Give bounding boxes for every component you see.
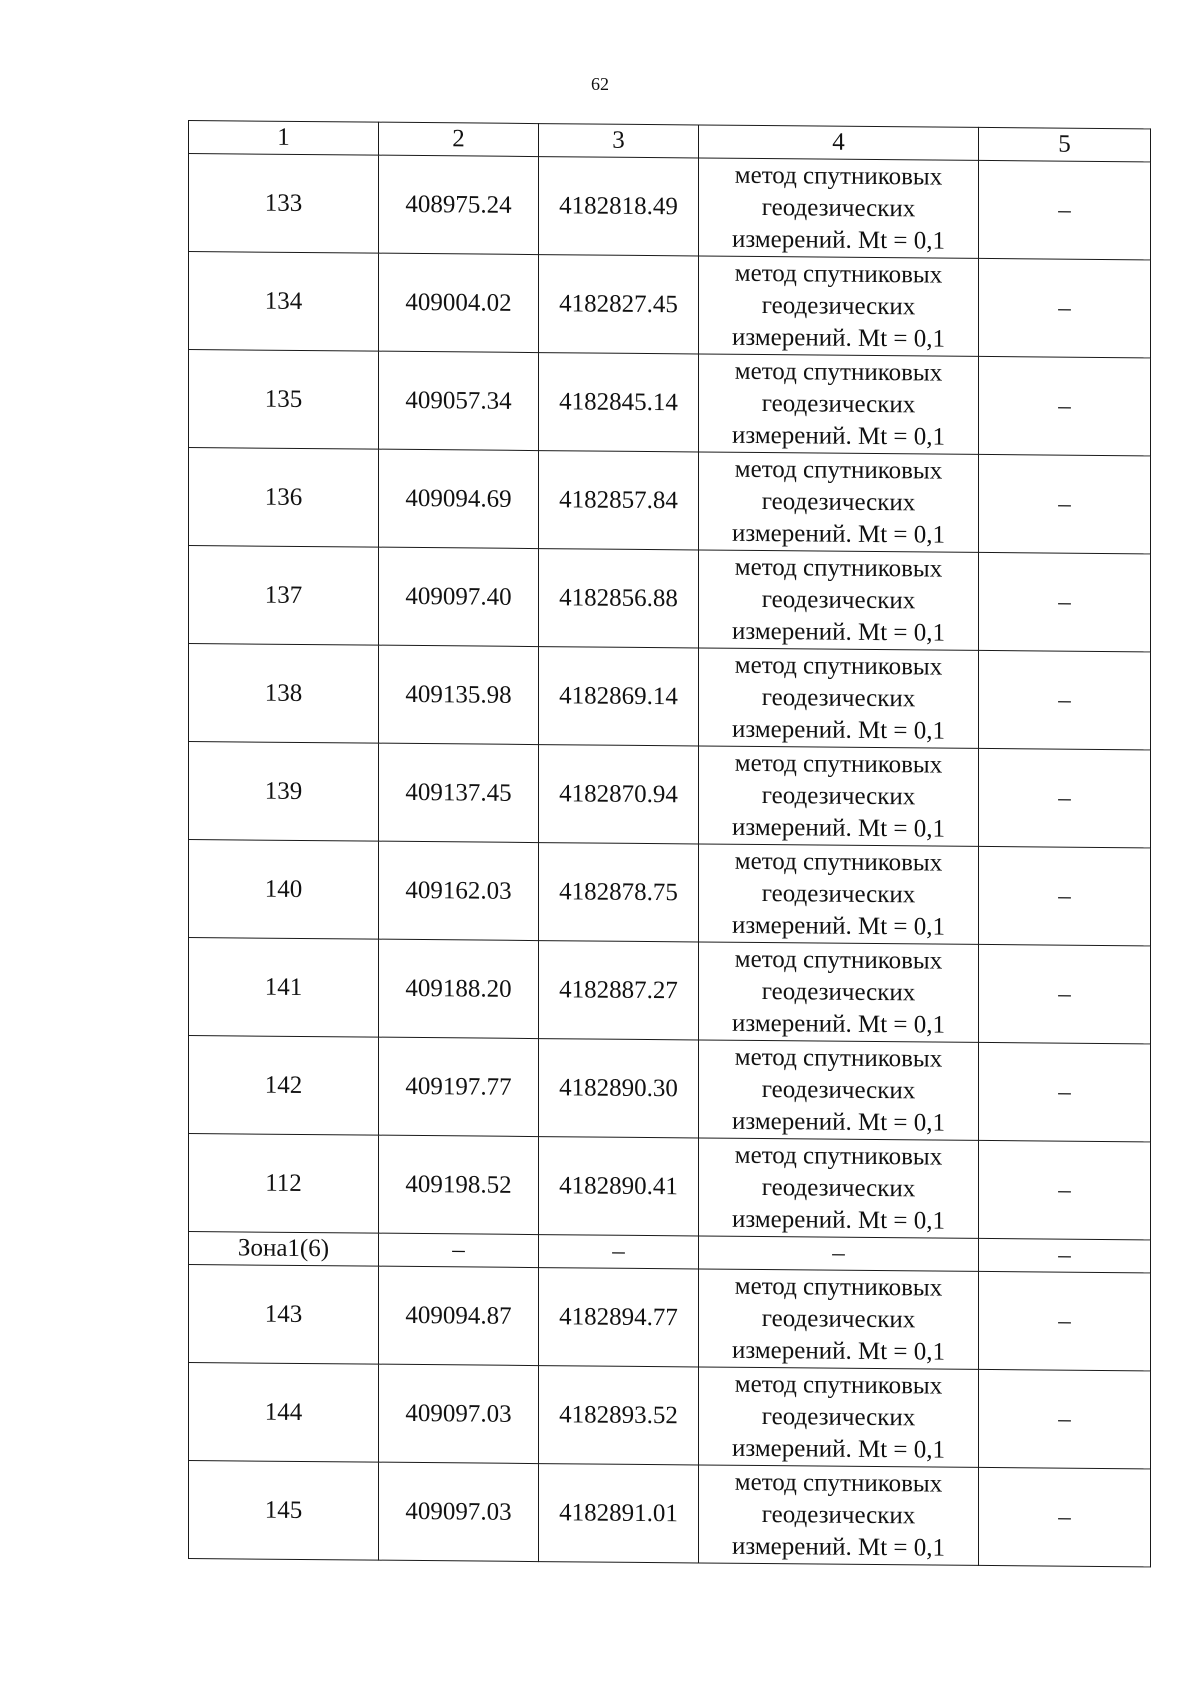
description-cell: –	[979, 1369, 1151, 1469]
method-cell	[699, 746, 979, 846]
x-coordinate-cell: 409137.45	[379, 743, 539, 842]
method-cell	[699, 452, 979, 552]
method-line: геодезических	[761, 1500, 916, 1529]
y-coordinate-cell: 4182818.49	[539, 157, 699, 256]
description-cell: –	[979, 650, 1151, 750]
method-cell	[699, 354, 979, 454]
table-row	[189, 840, 1151, 946]
method-cell	[699, 550, 979, 650]
table-row	[189, 938, 1151, 1044]
method-line: метод спутниковых	[734, 259, 943, 289]
method-line: измерений. Mt = 0,1	[731, 1336, 946, 1366]
method-line: геодезических	[761, 585, 916, 614]
description-cell: –	[979, 160, 1151, 260]
table-row	[189, 1363, 1151, 1469]
method-line: метод спутниковых	[734, 847, 943, 877]
method-line: метод спутниковых	[734, 455, 943, 485]
point-number-cell: 137	[189, 546, 379, 646]
y-coordinate-cell: 4182890.30	[539, 1039, 699, 1138]
table-row	[189, 252, 1151, 358]
table-row	[189, 546, 1151, 652]
table-row	[189, 448, 1151, 554]
table-row	[189, 1134, 1151, 1240]
x-coordinate-cell: 409135.98	[379, 645, 539, 744]
y-coordinate-cell: 4182878.75	[539, 843, 699, 942]
method-line: метод спутниковых	[734, 1468, 943, 1498]
x-coordinate-cell: 409004.02	[379, 253, 539, 352]
method-line: метод спутниковых	[734, 945, 943, 975]
method-line: геодезических	[761, 389, 916, 418]
method-line: измерений. Mt = 0,1	[731, 519, 946, 549]
method-line: метод спутниковых	[734, 553, 943, 583]
method-line: измерений. Mt = 0,1	[731, 715, 946, 745]
description-cell: –	[979, 846, 1151, 946]
x-coordinate-cell: 409057.34	[379, 351, 539, 450]
method-line: геодезических	[761, 1173, 916, 1202]
x-coordinate-cell: 409162.03	[379, 841, 539, 940]
point-number-cell: 133	[189, 154, 379, 254]
point-number-cell: 142	[189, 1036, 379, 1136]
y-coordinate-cell: 4182887.27	[539, 941, 699, 1040]
method-cell	[699, 1367, 979, 1467]
method-line: –	[832, 1239, 845, 1267]
point-number-cell: Зона1(6)	[189, 1232, 379, 1267]
method-line: измерений. Mt = 0,1	[731, 1107, 946, 1137]
method-line: измерений. Mt = 0,1	[731, 813, 946, 843]
point-number-cell: 143	[189, 1265, 379, 1365]
table-row	[189, 350, 1151, 456]
method-line: метод спутниковых	[734, 1272, 943, 1302]
method-cell	[699, 1040, 979, 1140]
description-cell: –	[979, 748, 1151, 848]
y-coordinate-cell: 4182827.45	[539, 255, 699, 354]
x-coordinate-cell: 409198.52	[379, 1135, 539, 1234]
method-line: измерений. Mt = 0,1	[731, 1009, 946, 1039]
y-coordinate-cell: 4182890.41	[539, 1137, 699, 1236]
description-cell: –	[979, 258, 1151, 358]
x-coordinate-cell: –	[379, 1233, 539, 1267]
table-row	[189, 1265, 1151, 1371]
y-coordinate-cell: 4182845.14	[539, 353, 699, 452]
description-cell: –	[979, 356, 1151, 456]
method-cell	[699, 648, 979, 748]
method-line: метод спутниковых	[734, 161, 943, 191]
column-header-4: 4	[699, 125, 979, 160]
x-coordinate-cell: 409094.87	[379, 1266, 539, 1365]
table-body	[189, 154, 1151, 1567]
column-header-3: 3	[539, 124, 699, 158]
point-number-cell: 141	[189, 938, 379, 1038]
point-number-cell: 112	[189, 1134, 379, 1234]
description-cell: –	[979, 454, 1151, 554]
method-cell	[699, 942, 979, 1042]
method-line: измерений. Mt = 0,1	[731, 911, 946, 941]
method-line: метод спутниковых	[734, 651, 943, 681]
x-coordinate-cell: 409097.03	[379, 1462, 539, 1561]
point-number-cell: 145	[189, 1461, 379, 1561]
method-line: метод спутниковых	[734, 1141, 943, 1171]
method-cell	[699, 1269, 979, 1369]
y-coordinate-cell: 4182893.52	[539, 1366, 699, 1465]
method-line: геодезических	[761, 487, 916, 516]
table-row	[189, 154, 1151, 260]
method-line: измерений. Mt = 0,1	[731, 1532, 946, 1562]
method-cell	[699, 158, 979, 258]
x-coordinate-cell: 409094.69	[379, 449, 539, 548]
method-line: метод спутниковых	[734, 357, 943, 387]
point-number-cell: 140	[189, 840, 379, 940]
description-cell: –	[979, 552, 1151, 652]
point-number-cell: 144	[189, 1363, 379, 1463]
y-coordinate-cell: 4182891.01	[539, 1464, 699, 1563]
table-row	[189, 1036, 1151, 1142]
description-cell: –	[979, 1140, 1151, 1240]
x-coordinate-cell: 409097.40	[379, 547, 539, 646]
table-row	[189, 644, 1151, 750]
method-line: измерений. Mt = 0,1	[731, 323, 946, 353]
x-coordinate-cell: 409197.77	[379, 1037, 539, 1136]
method-cell	[699, 256, 979, 356]
method-line: измерений. Mt = 0,1	[731, 421, 946, 451]
method-line: геодезических	[761, 879, 916, 908]
method-line: геодезических	[761, 683, 916, 712]
description-cell: –	[979, 1042, 1151, 1142]
point-number-cell: 138	[189, 644, 379, 744]
method-line: геодезических	[761, 1075, 916, 1104]
page-number: 62	[591, 74, 609, 94]
point-number-cell: 134	[189, 252, 379, 352]
y-coordinate-cell: 4182856.88	[539, 549, 699, 648]
column-header-1: 1	[189, 121, 379, 156]
method-line: геодезических	[761, 1304, 916, 1333]
method-line: измерений. Mt = 0,1	[731, 617, 946, 647]
method-line: геодезических	[761, 977, 916, 1006]
method-line: метод спутниковых	[734, 1370, 943, 1400]
y-coordinate-cell: 4182894.77	[539, 1268, 699, 1367]
column-header-5: 5	[979, 127, 1151, 162]
method-line: измерений. Mt = 0,1	[731, 1205, 946, 1235]
method-line: геодезических	[761, 193, 916, 222]
method-line: измерений. Mt = 0,1	[731, 1434, 946, 1464]
description-cell: –	[979, 944, 1151, 1044]
method-cell	[699, 844, 979, 944]
y-coordinate-cell: 4182857.84	[539, 451, 699, 550]
y-coordinate-cell: 4182869.14	[539, 647, 699, 746]
method-line: измерений. Mt = 0,1	[731, 225, 946, 255]
description-cell: –	[979, 1238, 1151, 1273]
method-line: геодезических	[761, 291, 916, 320]
table-row	[189, 742, 1151, 848]
y-coordinate-cell: 4182870.94	[539, 745, 699, 844]
x-coordinate-cell: 408975.24	[379, 155, 539, 254]
x-coordinate-cell: 409097.03	[379, 1364, 539, 1463]
method-cell	[699, 1465, 979, 1565]
method-line: метод спутниковых	[734, 1043, 943, 1073]
method-line: геодезических	[761, 781, 916, 810]
description-cell: –	[979, 1271, 1151, 1371]
coordinates-table	[188, 120, 1151, 1567]
y-coordinate-cell: –	[539, 1235, 699, 1269]
point-number-cell: 136	[189, 448, 379, 548]
description-cell: –	[979, 1467, 1151, 1567]
table-row	[189, 1461, 1151, 1567]
method-line: метод спутниковых	[734, 749, 943, 779]
x-coordinate-cell: 409188.20	[379, 939, 539, 1038]
method-cell	[699, 1236, 979, 1271]
method-line: геодезических	[761, 1402, 916, 1431]
method-cell	[699, 1138, 979, 1238]
point-number-cell: 135	[189, 350, 379, 450]
point-number-cell: 139	[189, 742, 379, 842]
column-header-2: 2	[379, 122, 539, 156]
